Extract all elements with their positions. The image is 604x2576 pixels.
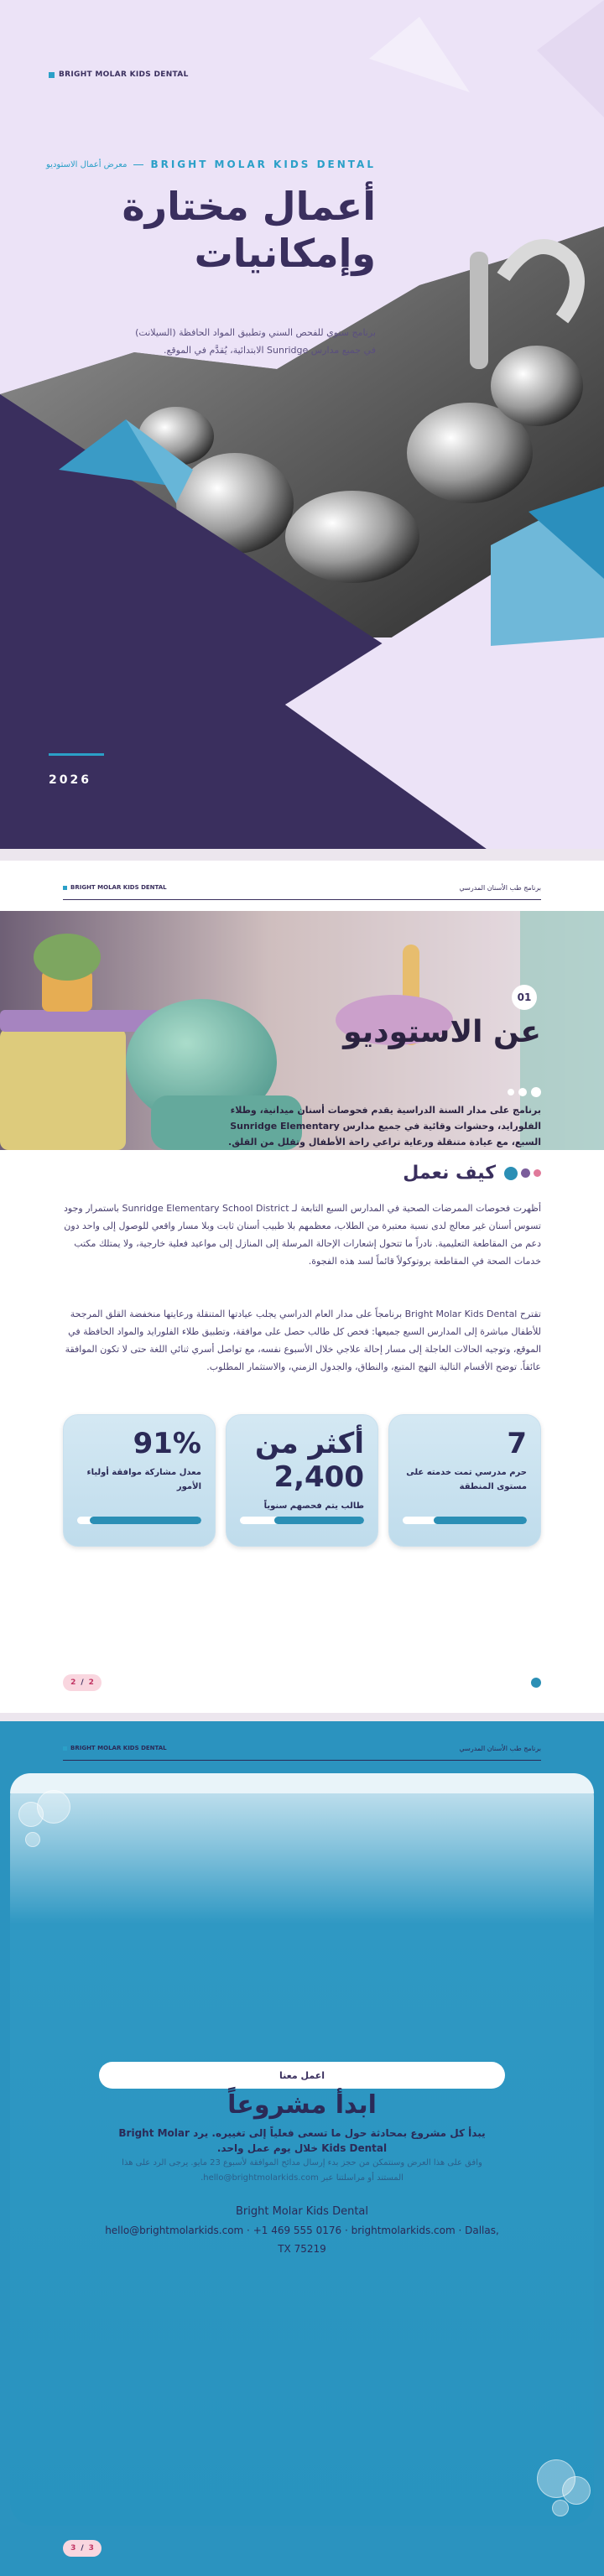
- dot-icon: [531, 1087, 541, 1097]
- dot-icon: [534, 1169, 541, 1177]
- page-header: [63, 879, 541, 896]
- page-dot-icon: [531, 1678, 541, 1688]
- stat-label: معدل مشاركة موافقة أولياء الأمور: [86, 1468, 201, 1491]
- bubble-shape: [552, 2500, 569, 2516]
- slide-dots: [508, 1087, 541, 1097]
- stat-value: أكثر من 2,400: [255, 1427, 364, 1494]
- heading-dots: [504, 1167, 541, 1180]
- stat-value: 91%: [133, 1427, 201, 1460]
- stat-card-students: [226, 1414, 378, 1547]
- how-we-work-title: كيف نعمل: [403, 1163, 496, 1184]
- chair-shape: [491, 346, 583, 426]
- cover-title-line1: أعمال مختارة: [122, 184, 376, 229]
- dot-icon: [508, 1089, 514, 1095]
- header-brand: [63, 1745, 167, 1751]
- contact-details[interactable]: hello@brightmolarkids.com · +1 469 555 0176 · brightmolarkids.com · Dallas, TX 75219: [105, 2225, 499, 2255]
- contact-block: [101, 2203, 503, 2258]
- page-separator-slash: /: [81, 1678, 84, 1687]
- header-brand-text: BRIGHT MOLAR KIDS DENTAL: [70, 1745, 167, 1751]
- header-rule: [63, 899, 541, 900]
- stat-label: طالب يتم فحصهم سنوياً: [263, 1501, 364, 1511]
- section-number-badge: 01: [512, 985, 537, 1010]
- year-rule: [49, 753, 104, 756]
- header-brand: [63, 884, 167, 891]
- cta-note: وافق على هذا العرض وسنتمكن من حجز بدء إرسال مدائح الموافقة لأسبوع 23 مايو. يرجى الرد على هذا المستند أو مراسلتنا عبر hello@brightmolarkids.com.: [122, 2158, 482, 2183]
- cta-title: ابدأ مشروعاً: [227, 2090, 377, 2120]
- decor-triangle: [537, 0, 604, 117]
- dental-arm: [470, 252, 488, 369]
- contact-name: Bright Molar Kids Dental: [235, 2205, 369, 2218]
- how-we-work-heading: [403, 1163, 541, 1184]
- stat-card-consent: [63, 1414, 216, 1547]
- studio-banner: [0, 911, 604, 1150]
- dot-icon: [504, 1167, 518, 1180]
- stat-label: حرم مدرسي تمت خدمته على مستوى المنطقة: [406, 1468, 527, 1491]
- dot-icon: [518, 1088, 527, 1096]
- bubble-shape: [25, 1832, 40, 1847]
- proposal-paragraph: تقترح Bright Molar Kids Dental برنامجاً على مدار العام الدراسي يجلب عيادتها المتنقلة ورعايتها منخفضة القلق المرجحة للأطفال مباشرة إلى المدارس السبع جميعها: فحص كل طالب حصل على موافقة، وتطبيق طلاء الفلورايد والمواد الحافظة في الموقع، وتوجيه الحالات العاجلة إلى مسار إحالة علاجي خلال الأسبوع نفسه، مع تواصل أسري ثنائي اللغة حتى لا تكون الموافقة عائقاً. توضح الأقسام التالية النهج المتبع، والنطاق، والجدول الزمني، والاستثمار المطلوب.: [65, 1309, 541, 1372]
- about-page: [0, 861, 604, 1713]
- header-program-title: برنامج طب الأسنان المدرسي: [459, 1744, 541, 1752]
- page-total: 3: [88, 2544, 94, 2553]
- bubble-shape: [562, 2476, 591, 2505]
- page-total: 2: [88, 1678, 94, 1687]
- kicker-english: BRIGHT MOLAR KIDS DENTAL: [150, 159, 376, 170]
- page-number: [63, 1674, 102, 1691]
- cover-title: [107, 183, 376, 277]
- page-current: 2: [70, 1678, 76, 1687]
- cover-title-line2: وإمكانيات: [194, 231, 376, 276]
- page-number: [63, 2540, 102, 2557]
- decor-triangle: [369, 17, 470, 92]
- bubble-shape: [37, 1790, 70, 1824]
- header-rule: [63, 1760, 541, 1761]
- cover-artwork: [0, 0, 604, 849]
- studio-description: برنامج على مدار السنة الدراسية يقدم فحوصات أسنان ميدانية، وطلاء الفلورايد، وحشوات وقائية في جميع مدارس Sunridge Elementary السبع، مع عيادة متنقلة ورعاية تراعي راحة الأطفال وتقلل من القلق.: [228, 1105, 541, 1147]
- cover-kicker: [46, 159, 376, 170]
- stat-value: 7: [507, 1427, 527, 1460]
- page-separator-slash: /: [81, 2544, 84, 2553]
- kicker-dash: [133, 164, 143, 165]
- stat-progress-bar: [403, 1517, 527, 1524]
- brand-square-icon: [49, 72, 55, 78]
- header-brand-text: BRIGHT MOLAR KIDS DENTAL: [70, 884, 167, 891]
- stat-card-campuses: [388, 1414, 541, 1547]
- brand-square-icon: [63, 1746, 67, 1751]
- cover-page: [0, 0, 604, 849]
- cover-year: 2026: [49, 773, 91, 787]
- work-with-us-button[interactable]: اعمل معنا: [99, 2062, 505, 2089]
- stat-progress-bar: [240, 1517, 364, 1524]
- cover-brand: [49, 70, 189, 79]
- cta-lead: يبدأ كل مشروع بمحادثة حول ما تسعى فعلياً إلى تغييره. يرد Bright Molar Kids Dental خلال يوم عمل واحد.: [118, 2127, 486, 2154]
- page-separator: [0, 849, 604, 861]
- stat-progress-fill: [434, 1517, 527, 1524]
- kicker-arabic: معرض أعمال الاستوديو: [46, 159, 128, 169]
- stat-progress-fill: [90, 1517, 201, 1524]
- intro-paragraph: أظهرت فحوصات الممرضات الصحية في المدارس السبع التابعة لـ Sunridge Elementary School District باستمرار وجود تسوس أسنان غير معالج لدى نسبة معتبرة من الطلاب، معظمهم بلا طبيب أسنان ثابت وبلا مسار واقعي للوصول إلى واحد دون دعم من المقاطعة التعليمية. نادراً ما تتحول إشعارات الإحالة المرسلة إلى المنازل إلى مواعيد فعلية خارجية، ولا يمتلك مكتب خدمات الصحة في المقاطعة بروتوكولاً قائماً لسد هذه الفجوة.: [64, 1203, 541, 1267]
- stat-progress-fill: [274, 1517, 364, 1524]
- page-current: 3: [70, 2544, 76, 2553]
- studio-title: عن الاستوديو: [343, 1015, 541, 1049]
- dot-icon: [521, 1168, 530, 1178]
- chair-shape: [285, 491, 419, 583]
- cover-brand-text: BRIGHT MOLAR KIDS DENTAL: [59, 70, 189, 79]
- glass-panel-top: [10, 1773, 594, 1793]
- brand-square-icon: [63, 886, 67, 890]
- page-header: [63, 1740, 541, 1756]
- stat-progress-bar: [77, 1517, 201, 1524]
- cover-subtitle: برنامج سنوي للفحص السني وتطبيق المواد الحافظة (السيلانت) في جميع مدارس Sunridge الابتدائية، يُقدَّم في الموقع.: [135, 327, 376, 356]
- header-program-title: برنامج طب الأسنان المدرسي: [459, 883, 541, 892]
- contact-page: [0, 1721, 604, 2576]
